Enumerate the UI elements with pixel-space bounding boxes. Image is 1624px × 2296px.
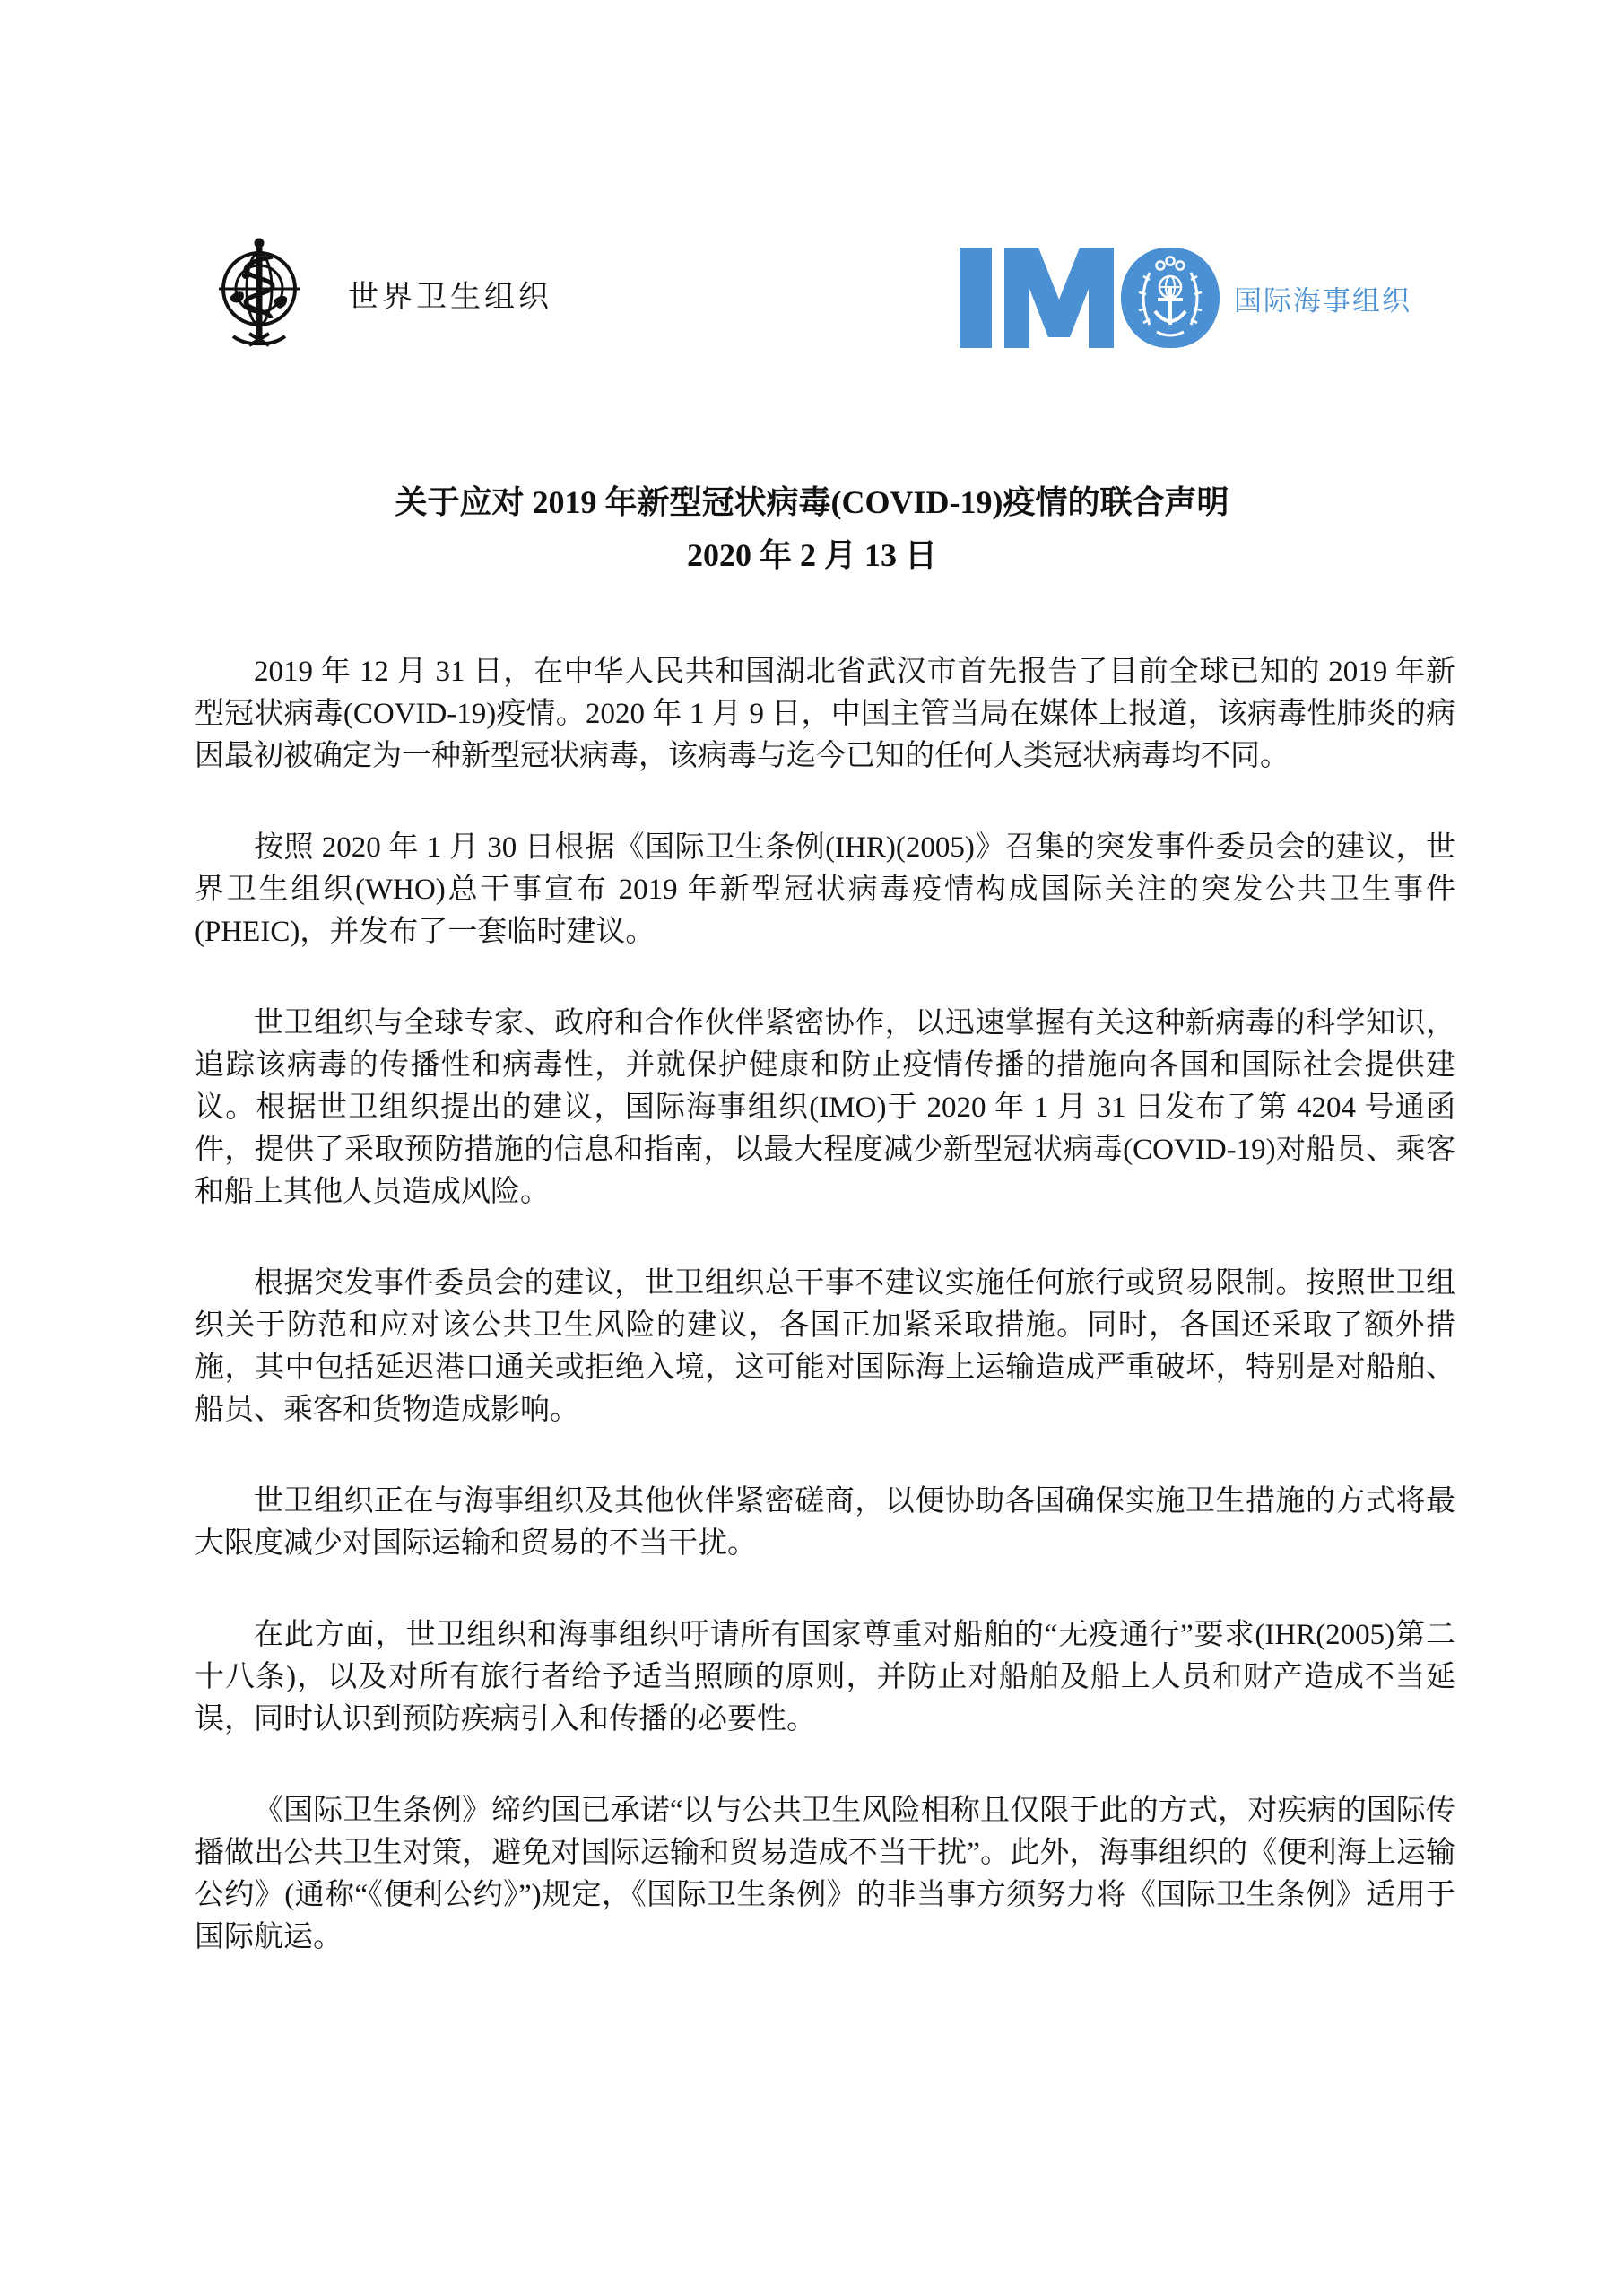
document-body	[195, 651, 1455, 2008]
document-title: 关于应对 2019 年新型冠状病毒(COVID-19)疫情的联合声明	[395, 484, 1229, 520]
title-block	[0, 484, 1624, 573]
imo-logo-icon	[960, 248, 1220, 348]
paragraph-5: 世卫组织正在与海事组织及其他伙伴紧密磋商，以便协助各国确保实施卫生措施的方式将最大限度减少对国际运输和贸易的不当干扰。	[195, 1485, 1455, 1560]
imo-wordmark: 国际海事组织	[1234, 284, 1411, 317]
paragraph-3: 世卫组织与全球专家、政府和合作伙伴紧密协作，以迅速掌握有关这种新病毒的科学知识，追踪该病毒的传播性和病毒性，并就保护健康和防止疫情传播的措施向各国和国际社会提供建议。根据世卫组织提出的建议，国际海事组织(IMO)于 2020 年 1 月 31 日发布了第 4204 号通函件，提供了采取预防措施的信息和指南，以最大程度减少新型冠状病毒(COVID-19)对船员、乘客和船上其他人员造成风险。	[195, 1007, 1455, 1208]
paragraph-6: 在此方面，世卫组织和海事组织吁请所有国家尊重对船舶的“无疫通行”要求(IHR(2005)第二十八条)，以及对所有旅行者给予适当照顾的原则，并防止对船舶及船上人员和财产造成不当延误，同时认识到预防疾病引入和传播的必要性。	[195, 1619, 1455, 1735]
paragraph-7: 《国际卫生条例》缔约国已承诺“以与公共卫生风险相称且仅限于此的方式，对疾病的国际传播做出公共卫生对策，避免对国际运输和贸易造成不当干扰”。此外，海事组织的《便利海上运输公约》(通称“《便利公约》”)规定，《国际卫生条例》的非当事方须努力将《国际卫生条例》适用于国际航运。	[195, 1795, 1455, 1953]
document-date: 2020 年 2 月 13 日	[686, 537, 937, 573]
who-wordmark: 世界卫生组织	[348, 281, 552, 314]
who-logo-block	[192, 233, 552, 354]
paragraph-1: 2019 年 12 月 31 日，在中华人民共和国湖北省武汉市首先报告了目前全球已知的 2019 年新型冠状病毒(COVID-19)疫情。2020 年 1 月 9 日，中国主管当局在媒体上报道，该病毒性肺炎的病因最初被确定为一种新型冠状病毒，该病毒与迄今已知的任何人类冠状病毒均不同。	[195, 656, 1455, 772]
imo-logo-block	[960, 248, 1411, 348]
paragraph-2: 按照 2020 年 1 月 30 日根据《国际卫生条例(IHR)(2005)》召集的突发事件委员会的建议，世界卫生组织(WHO)总干事宣布 2019 年新型冠状病毒疫情构成国际关注的突发公共卫生事件(PHEIC)，并发布了一套临时建议。	[195, 831, 1455, 948]
who-emblem-icon	[192, 233, 326, 354]
paragraph-4: 根据突发事件委员会的建议，世卫组织总干事不建议实施任何旅行或贸易限制。按照世卫组织关于防范和应对该公共卫生风险的建议，各国正加紧采取措施。同时，各国还采取了额外措施，其中包括延迟港口通关或拒绝入境，这可能对国际海上运输造成严重破坏，特别是对船舶、船员、乘客和货物造成影响。	[195, 1267, 1455, 1426]
